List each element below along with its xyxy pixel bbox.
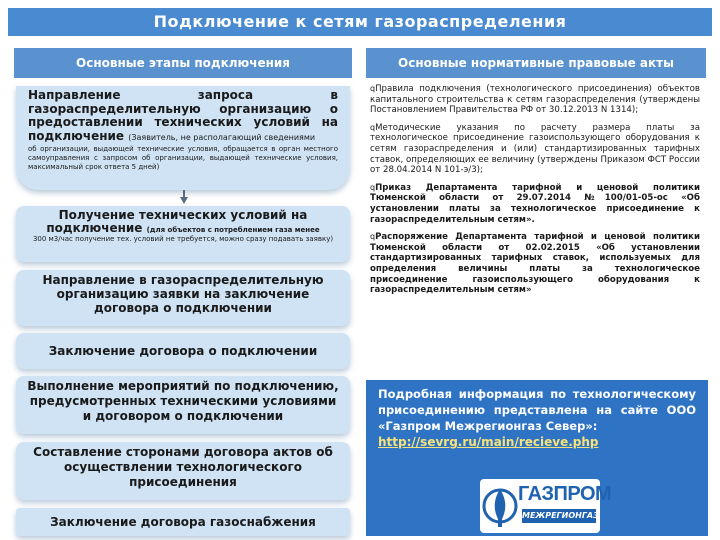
act-item <box>370 232 700 296</box>
info-text: Подробная информация по технологическому присоединению представлена на сайте ООО «Газпром Межрегионгаз Север»: <box>378 387 696 433</box>
logo-sub: МЕЖРЕГИОНГАЗ <box>522 509 596 523</box>
step-1-line-4: подключение <box>28 128 125 143</box>
step-1-line-1: Направление запроса в <box>28 88 338 102</box>
act-text: «Об установлении стандартизированных тарифных ставок, используемых для определения величины платы за технологическое присоединение газоиспользующего оборудования к газораспределительным сетям» <box>370 242 701 296</box>
arrow-down-icon <box>180 197 188 204</box>
act-item <box>370 84 700 116</box>
bullet-icon: q <box>370 122 376 132</box>
info-box <box>366 380 708 536</box>
step-4-box: Заключение договора о подключении <box>16 333 350 369</box>
act-bold-text: Приказ Департамента тарифной и ценовой политики Тюменской области от 29.07.2014 №100/01-05-ос <box>370 182 700 204</box>
act-text: Методические указания по расчету размера платы за технологическое присоединение газоиспользующего оборудования к сетям газораспределения и (или) стандартизированных тарифных ставок, определяющих ее величину (утверждены Приказом ФСТ России от 28.04.2014 N 101-э/3); <box>370 122 700 176</box>
step-1-line-2: газораспределительную организацию о <box>28 101 338 116</box>
flame-icon <box>482 481 522 531</box>
bullet-icon: q <box>370 182 376 192</box>
step-2-box <box>16 206 350 262</box>
step-1-line-3: предоставлении технических условий на <box>28 115 338 129</box>
gazprom-logo <box>480 479 612 533</box>
act-item <box>370 183 700 225</box>
step-2-note-inline: (для объектов с потреблением газа менее <box>146 226 320 234</box>
step-1-box <box>16 86 350 190</box>
act-text: «Об установлении платы за технологическое присоединение к газораспределительным сетям». <box>370 193 700 225</box>
logo-brand: ГАЗПРОМ <box>518 483 612 505</box>
bullet-icon: q <box>370 84 376 93</box>
step-2-note: 300 м3/час получение тех. условий не требуется, можно сразу подавать заявку) <box>32 235 334 243</box>
step-1-note: об организации, выдающей технические условия, обращается в орган местного самоуправления с запросом об организации, выдающей технические условия, максимальный срок ответа 5 дней) <box>28 145 338 171</box>
acts-header: Основные нормативные правовые акты <box>366 48 706 78</box>
step-3-box: Направление в газораспределительную организацию заявки на заключение договора о подключении <box>16 270 350 326</box>
act-bold-text: Распоряжение Департамента тарифной и ценовой политики Тюменской области от 02.02.2015 <box>370 232 700 253</box>
acts-list <box>370 84 700 303</box>
step-7-box: Заключение договора газоснабжения <box>16 508 350 536</box>
step-1-note-inline: (Заявитель, не располагающий сведениями <box>128 132 316 142</box>
act-item <box>370 123 700 176</box>
step-5-box: Выполнение мероприятий по подключению, предусмотренных техническими условиями и договором о подключении <box>16 376 350 434</box>
website-link[interactable]: http://sevrg.ru/main/recieve.php <box>378 435 599 449</box>
page-title: Подключение к сетям газораспределения <box>8 8 712 36</box>
stages-header: Основные этапы подключения <box>14 48 352 78</box>
step-2-main: Получение технических условий на подключение <box>46 208 308 235</box>
bullet-icon: q <box>370 232 376 242</box>
step-6-box: Составление сторонами договора актов об осуществлении технологического присоединения <box>16 442 350 500</box>
act-text: Правила подключения (технологического присоединения) объектов капитального строительства к сетям газораспределения (утверждены Постановлением Правительства РФ от 30.12.2013 N 1314); <box>370 84 700 116</box>
